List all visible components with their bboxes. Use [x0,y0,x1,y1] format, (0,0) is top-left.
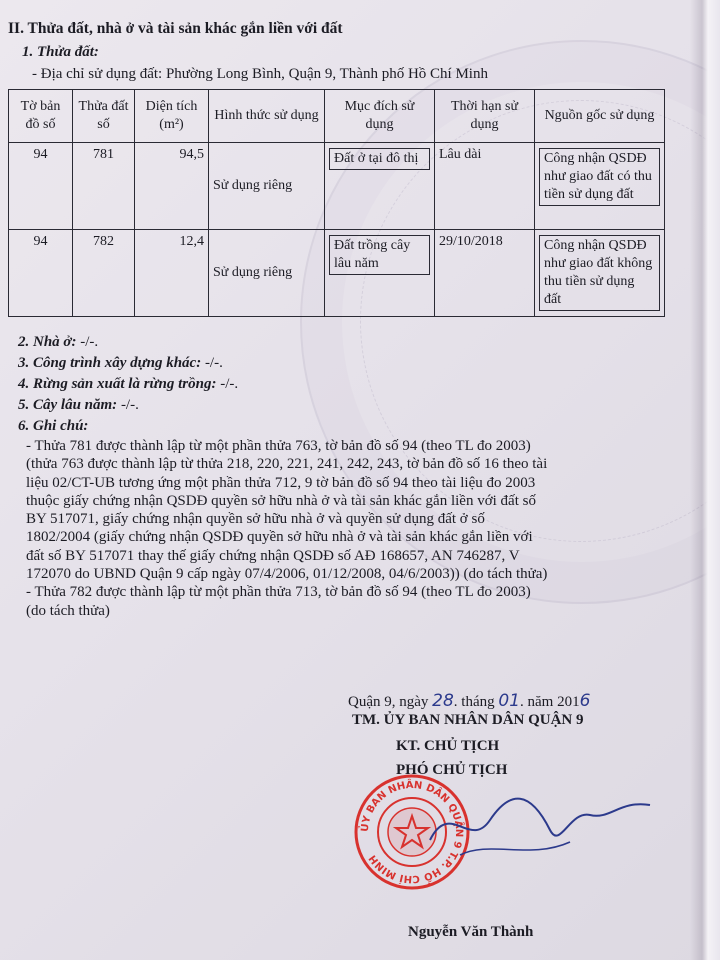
kt-title: KT. CHỦ TỊCH [396,738,500,754]
item-label: 2. Nhà ở: [18,334,77,350]
land-table [8,89,665,317]
note-line: đất số BY 517071 thay thế giấy chứng nhận QSDĐ số AĐ 168657, AN 746287, V [26,547,520,564]
item-value: -/-. [216,376,239,392]
item-label: 6. Ghi chú: [18,418,89,434]
cell-purpose-text: Đất trồng cây lâu năm [329,235,430,275]
header-parcel: Thửa đất số [73,90,135,143]
note-line: - Thửa 781 được thành lập từ một phần thửa 763, tờ bản đồ số 94 (theo TL đo 2003) [26,438,531,454]
header-usage-form: Hình thức sử dụng [209,90,325,143]
notes-body [26,437,666,620]
cell-origin-text: Công nhận QSDĐ như giao đất có thu tiền sử dụng đất [539,148,660,206]
note-line: - Thửa 782 được thành lập từ một phần thửa 713, tờ bản đồ số 94 (theo TL đo 2003) [26,584,531,601]
cell-parcel: 781 [73,143,135,230]
header-origin: Nguồn gốc sử dụng [535,90,665,143]
handwritten-day: 28 [432,691,454,711]
note-line: 1802/2004 (giấy chứng nhận QSDĐ quyền sở hữu nhà ở và tài sản khác gắn liền với [26,529,533,546]
cell-map-sheet: 94 [9,143,73,230]
cell-purpose-text: Đất ở tại đô thị [329,148,430,170]
item-label: 5. Cây lâu năm: [18,397,118,413]
cell-purpose [325,230,435,317]
header-purpose: Mục đích sử dụng [325,90,435,143]
month-label: . tháng [453,694,495,710]
asset-items [18,332,238,437]
note-line: (do tách thửa) [26,602,110,619]
issuing-org: TM. ỦY BAN NHÂN DÂN QUẬN 9 [352,712,584,728]
vice-chair-title: PHÓ CHỦ TỊCH [396,762,508,778]
land-address: - Địa chỉ sử dụng đất: Phường Long Bình, Quận 9, Thành phố Hồ Chí Minh [32,66,488,82]
header-map-sheet: Tờ bản đồ số [9,90,73,143]
seal-text: ỦY BAN NHÂN DÂN QUẬN 9 T.P. HỒ CHÍ MINH [359,779,465,885]
item-label: 3. Công trình xây dựng khác: [18,355,202,371]
note-line: (thửa 763 được thành lập từ thửa 218, 220, 221, 241, 242, 243, tờ bản đồ số 16 theo tài [26,456,548,473]
table-header-row [9,90,665,143]
note-line: BY 517071, giấy chứng nhận quyền sở hữu nhà ở và quyền sử dụng đất ở số [26,511,485,528]
cell-map-sheet: 94 [9,230,73,317]
cell-usage-form: Sử dụng riêng [209,143,325,230]
place-prefix: Quận 9, ngày [348,694,429,710]
item-perennial-trees [18,395,238,416]
table-row [9,230,665,317]
item-label: 4. Rừng sản xuất là rừng trồng: [18,376,217,392]
issue-date [348,691,590,711]
handwritten-year-digit: 6 [579,691,591,711]
cell-usage-form: Sử dụng riêng [209,230,325,317]
table-row [9,143,665,230]
note-line: liệu 02/CT-UB tương ứng một phần thửa 712, 9 tờ bản đồ số 94 theo tài liệu đo 2003 [26,474,536,491]
cell-parcel: 782 [73,230,135,317]
cell-area: 94,5 [135,143,209,230]
page-fold [690,0,720,960]
signature-icon [420,780,660,870]
item-value: -/-. [117,397,139,413]
item-house [18,332,238,353]
cell-origin-text: Công nhận QSDĐ như giao đất không thu tiền sử dụng đất [539,235,660,311]
cell-area: 12,4 [135,230,209,317]
note-line: thuộc giấy chứng nhận QSDĐ quyền sở hữu nhà ở và tài sản khác gắn liền với đất số [26,492,536,509]
header-area: Diện tích (m²) [135,90,209,143]
year-label: . năm 201 [520,694,580,710]
cell-origin [535,230,665,317]
cell-purpose [325,143,435,230]
cell-origin [535,143,665,230]
signer-name: Nguyễn Văn Thành [408,924,534,940]
item-other-construction [18,353,238,374]
land-heading: 1. Thửa đất: [22,44,99,60]
section-title: II. Thửa đất, nhà ở và tài sản khác gắn liền với đất [8,20,343,37]
handwritten-month: 01 [498,691,521,711]
cell-term: Lâu dài [435,143,535,230]
item-value: -/-. [201,355,223,371]
note-line: 172070 do UBND Quận 9 cấp ngày 07/4/2006, 01/12/2008, 04/6/2003)) (do tách thửa) [26,566,548,583]
item-value: -/-. [76,334,99,350]
header-term: Thời hạn sử dụng [435,90,535,143]
cell-term: 29/10/2018 [435,230,535,317]
item-notes [18,416,238,437]
item-forest [18,374,238,395]
